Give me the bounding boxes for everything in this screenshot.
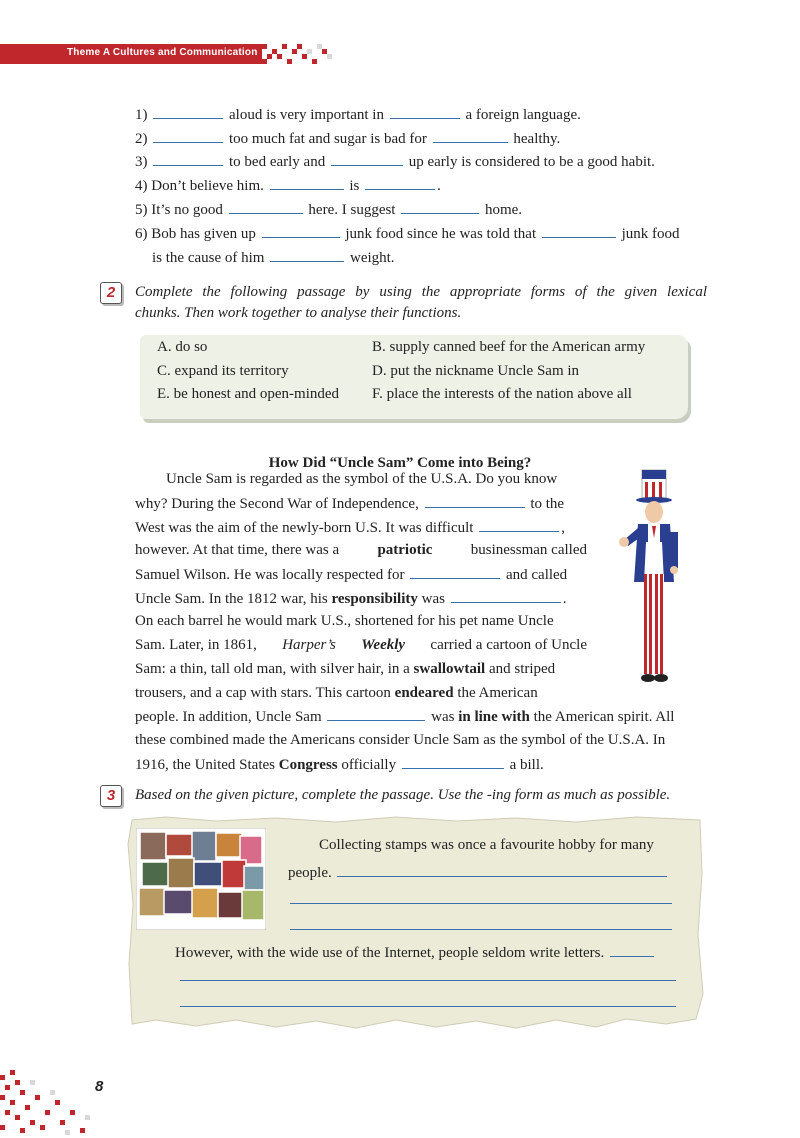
answer-blank[interactable] [365,175,435,190]
stamps-picture [136,828,266,930]
passage-line: however. At that time, there was a patriotic businessman called [135,542,587,558]
answer-line[interactable] [180,1006,676,1007]
page-number: 8 [95,1078,104,1095]
passage-line: trousers, and a cap with stars. This cartoon endeared the American [135,685,538,701]
answer-blank[interactable] [479,517,559,532]
ex1-line-7: is the cause of him weight. [152,247,395,268]
ex1-line-5: 5) It’s no good here. I suggest home. [135,199,522,220]
exercise-3-instruction: Based on the given picture, complete the passage. Use the -ing form as much as possible. [135,787,671,803]
passage-title: How Did “Uncle Sam” Come into Being? [268,455,532,471]
answer-blank[interactable] [433,128,508,143]
ex1-line-4: 4) Don’t believe him. is . [135,175,441,196]
passage-line: Samuel Wilson. He was locally respected for and called [135,564,567,585]
answer-blank[interactable] [390,104,460,119]
stamp-passage-line-3: However, with the wide use of the Internet, people seldom write letters. [175,942,656,963]
answer-blank[interactable] [337,862,667,877]
lexical-chunks-box [140,335,688,419]
answer-blank[interactable] [153,104,223,119]
option-b: B. supply canned beef for the American army [372,339,646,355]
answer-blank[interactable] [331,151,403,166]
answer-blank[interactable] [610,942,654,957]
ex1-line-3: 3) to bed early and up early is considered to be a good habit. [135,151,655,172]
exercise-number-badge: 2 [100,282,122,304]
answer-blank[interactable] [542,223,616,238]
uncle-sam-illustration [618,462,690,690]
exercise-2-instruction-line-2: chunks. Then work together to analyse their functions. [135,305,462,321]
stamp-passage-line-1: Collecting stamps was once a favourite hobby for many [319,837,654,853]
answer-blank[interactable] [229,199,303,214]
exercise-2-instruction-line-1: Complete the following passage by using the appropriate forms of the given lexical [135,284,707,300]
answer-blank[interactable] [153,128,223,143]
ex1-line-6: 6) Bob has given up junk food since he was told that junk food [135,223,680,244]
passage-line: Uncle Sam is regarded as the symbol of the U.S.A. Do you know [166,471,558,487]
answer-blank[interactable] [401,199,479,214]
ex1-line-1: 1) aloud is very important in a foreign language. [135,104,581,125]
answer-blank[interactable] [451,588,561,603]
passage-line: 1916, the United States Congress officially a bill. [135,754,544,775]
answer-line[interactable] [290,929,672,930]
option-e: E. be honest and open-minded [157,386,340,402]
passage-line: why? During the Second War of Independence, to the [135,493,564,514]
answer-blank[interactable] [153,151,223,166]
option-a: A. do so [157,339,208,355]
answer-blank[interactable] [270,247,344,262]
ex1-line-2: 2) too much fat and sugar is bad for healthy. [135,128,560,149]
answer-blank[interactable] [402,754,504,769]
answer-blank[interactable] [270,175,344,190]
answer-blank[interactable] [327,706,425,721]
answer-line[interactable] [180,980,676,981]
answer-line[interactable] [290,903,672,904]
stamp-passage-line-2: people. [288,862,669,883]
passage-line: Sam: a thin, tall old man, with silver hair, in a swallowtail and striped [135,661,556,677]
option-f: F. place the interests of the nation above all [372,386,632,402]
passage-line: West was the aim of the newly-born U.S. It was difficult , [135,517,565,538]
passage-line: Uncle Sam. In the 1812 war, his responsibility was . [135,588,566,609]
passage-line: On each barrel he would mark U.S., shortened for his pet name Uncle [135,613,554,629]
answer-blank[interactable] [410,564,500,579]
option-d: D. put the nickname Uncle Sam in [372,363,580,379]
answer-blank[interactable] [425,493,525,508]
answer-blank[interactable] [262,223,340,238]
passage-line: Sam. Later, in 1861, Harper’s Weekly carried a cartoon of Uncle [135,637,587,653]
option-c: C. expand its territory [157,363,289,379]
passage-line: people. In addition, Uncle Sam was in line with the American spirit. All [135,706,674,727]
passage-line: these combined made the Americans consider Uncle Sam as the symbol of the U.S.A. In [135,732,666,748]
chapter-title: Theme A Cultures and Communication [67,47,258,58]
exercise-number-badge: 3 [100,785,122,807]
